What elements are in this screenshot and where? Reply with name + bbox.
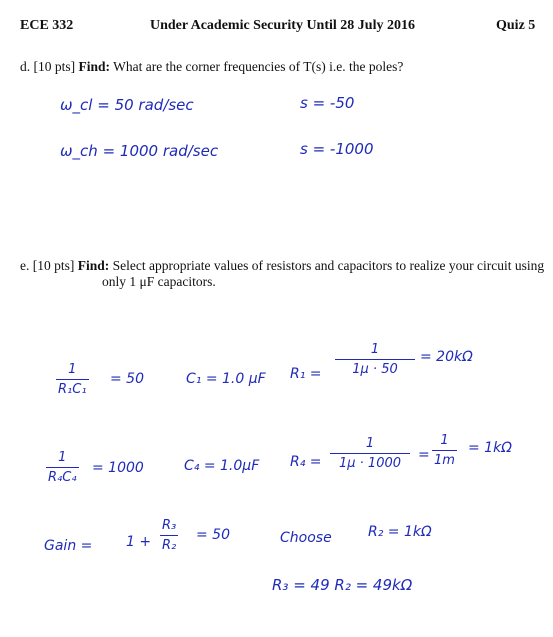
- r1-result: = 20kΩ: [420, 349, 473, 365]
- question-d-text: What are the corner frequencies of T(s) i.e. the poles?: [113, 59, 404, 74]
- frac-r3-r2: [160, 518, 178, 553]
- frac-r4c4-num: 1: [58, 450, 67, 465]
- question-e-find: Find:: [77, 258, 110, 273]
- r4-eq: =: [418, 447, 430, 463]
- question-e-text-line2: only 1 μF capacitors.: [102, 274, 216, 289]
- question-e-label: e. [10 pts]: [20, 258, 75, 273]
- frac-r4: [330, 436, 410, 471]
- r4-result: = 1kΩ: [468, 440, 512, 456]
- course-code: ECE 332: [20, 18, 74, 33]
- r1-label: R₁ =: [290, 366, 322, 382]
- frac-r4-num: 1: [365, 436, 375, 451]
- choose-label: Choose: [280, 530, 332, 546]
- c4-value: C₄ = 1.0μF: [184, 458, 260, 474]
- frac-r1c1-num: 1: [68, 362, 77, 377]
- r2-choice: R₂ = 1kΩ: [368, 524, 432, 540]
- question-d-label: d. [10 pts]: [20, 59, 76, 74]
- frac-r1c1: [56, 362, 89, 397]
- c1-value: C₁ = 1.0 μF: [186, 371, 266, 387]
- frac-r4-alt: [432, 433, 457, 468]
- question-d: [20, 59, 403, 75]
- answer-wcl: ω_cl = 50 rad/sec: [60, 96, 194, 114]
- frac-r4c4-den: R₄C₄: [48, 470, 77, 485]
- row2-eq: = 1000: [92, 460, 144, 476]
- r3-result: R₃ = 49 R₂ = 49kΩ: [272, 576, 413, 594]
- frac-r3-r2-den: R₂: [162, 538, 177, 553]
- frac-r4c4: [46, 450, 79, 485]
- security-notice: Under Academic Security Until 28 July 2016: [150, 18, 415, 33]
- frac-r1-num: 1: [370, 342, 380, 357]
- question-e-text-line1: Select appropriate values of resistors and capacitors to realize your circuit using: [112, 258, 545, 273]
- r4-label: R₄ =: [290, 454, 322, 470]
- frac-r4-alt-num: 1: [440, 433, 449, 448]
- question-e: [20, 258, 544, 274]
- answer-s1: s = -50: [300, 94, 355, 112]
- frac-r3-r2-num: R₃: [162, 518, 177, 533]
- frac-r1: [335, 342, 415, 377]
- gain-one-plus: 1 +: [126, 534, 152, 550]
- frac-r4-den: 1μ · 1000: [338, 456, 402, 471]
- gain-eq: = 50: [196, 527, 230, 543]
- answer-s2: s = -1000: [300, 140, 374, 158]
- frac-r1c1-den: R₁C₁: [58, 382, 87, 397]
- frac-r4-alt-den: 1m: [434, 453, 455, 468]
- quiz-number: Quiz 5: [496, 18, 536, 33]
- frac-r1-den: 1μ · 50: [352, 362, 398, 377]
- row1-eq: = 50: [110, 371, 144, 387]
- question-d-find: Find:: [78, 59, 111, 74]
- gain-label: Gain =: [44, 538, 93, 554]
- answer-wch: ω_ch = 1000 rad/sec: [60, 142, 219, 160]
